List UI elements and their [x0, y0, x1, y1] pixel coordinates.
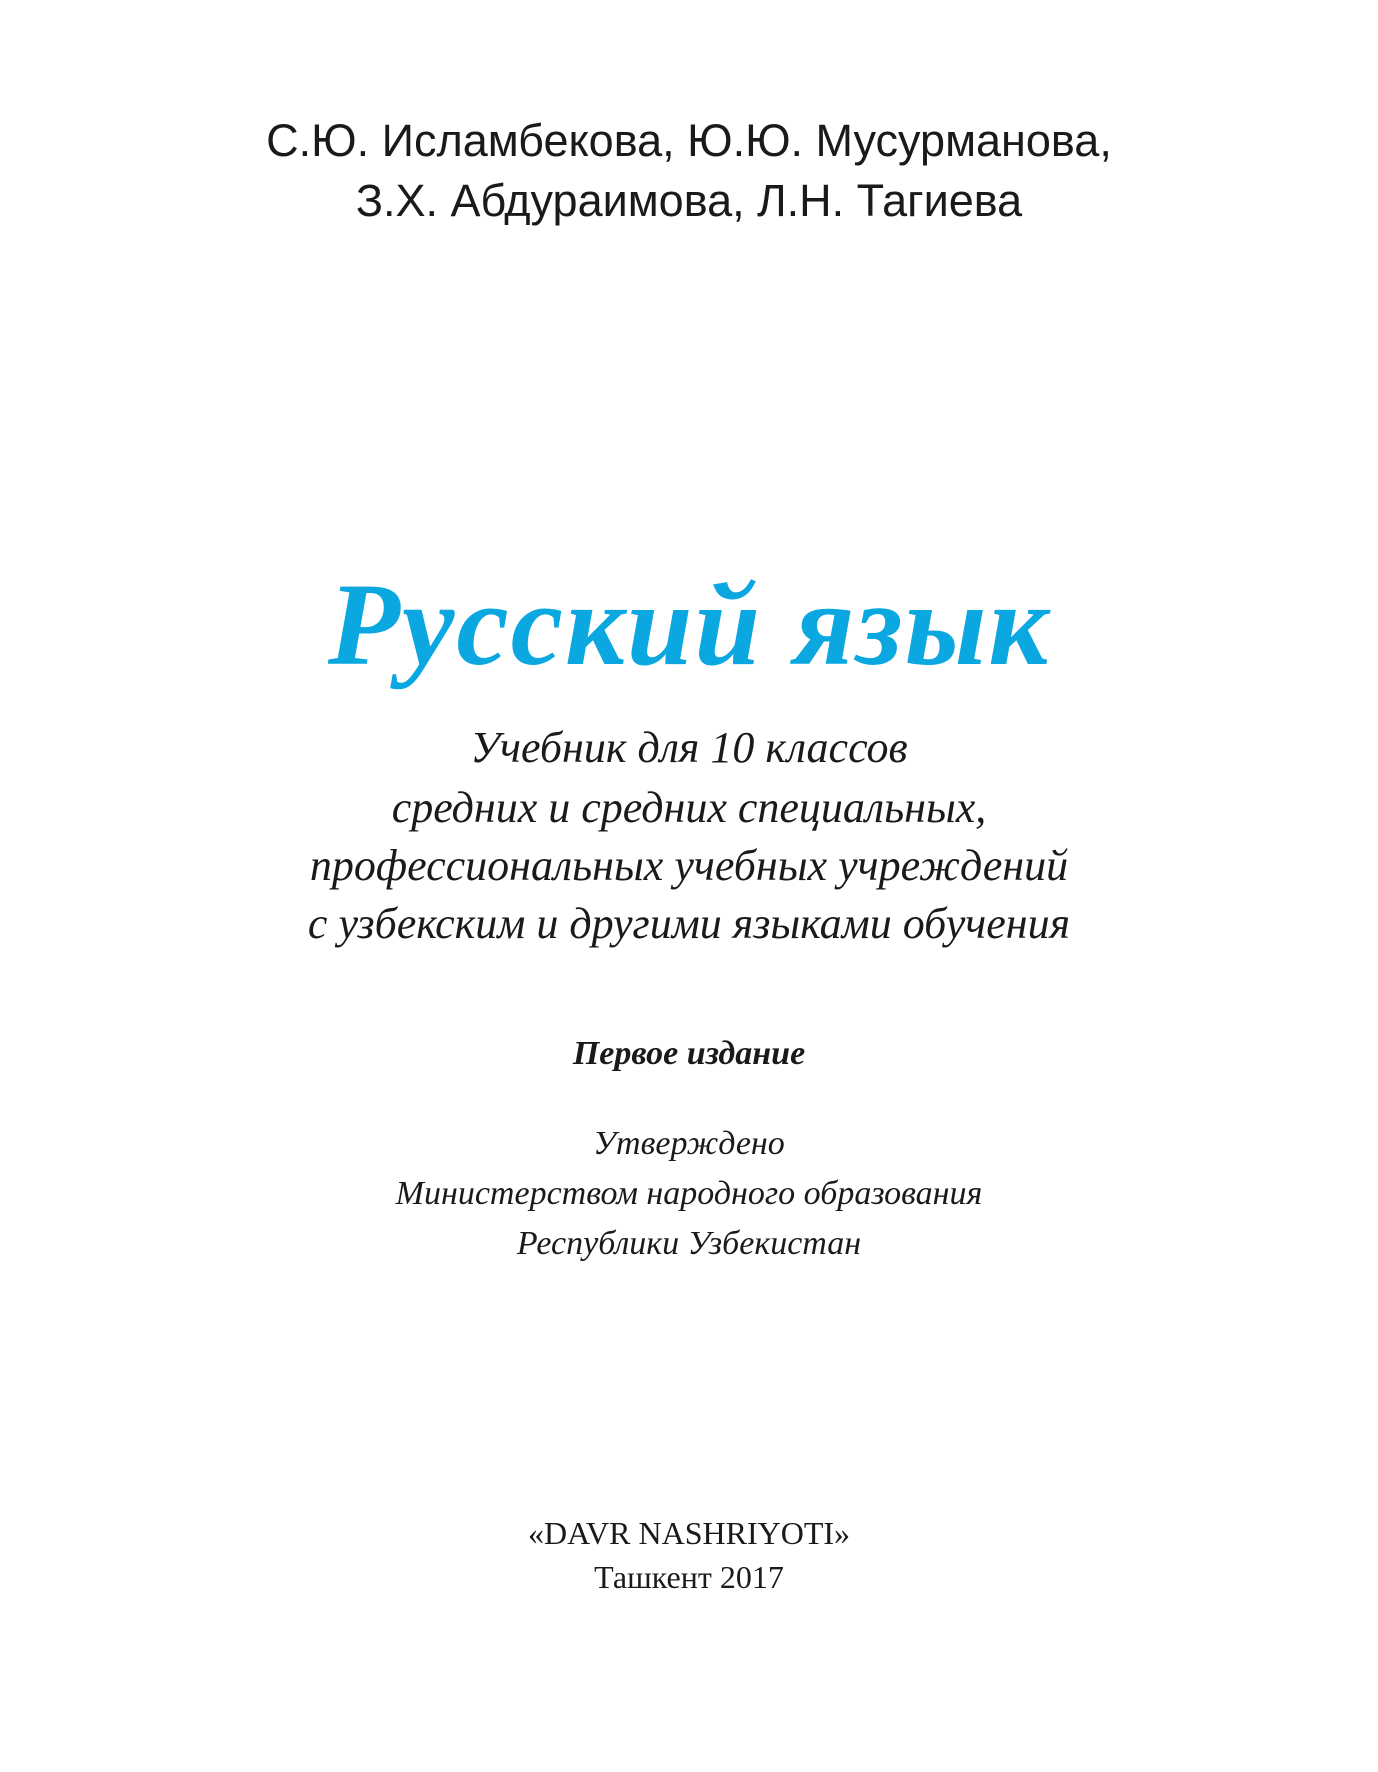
approval-line-3: Республики Узбекистан: [516, 1225, 862, 1262]
publisher-name: «DAVR NASHRIYOTI»: [527, 1515, 851, 1551]
subtitle-line-1: Учебник для 10 классов: [470, 723, 908, 772]
publisher-place-year: Ташкент 2017: [594, 1559, 784, 1595]
edition-label: Первое издание: [572, 1035, 806, 1072]
subtitle-line-4: с узбекским и другими языками обучения: [307, 899, 1071, 948]
authors-line-2: З.Х. Абдураимова, Л.Н. Тагиева: [355, 175, 1023, 226]
subtitle-line-2: средних и средних специальных,: [391, 783, 987, 832]
subtitle-line-3: профессиональных учебных учреждений: [309, 841, 1069, 890]
book-title: Русский язык: [327, 559, 1051, 690]
approval-line-1: Утверждено: [593, 1125, 785, 1162]
authors-line-1: С.Ю. Исламбекова, Ю.Ю. Мусурманова,: [266, 115, 1112, 166]
approval-line-2: Министерством народного образования: [395, 1175, 983, 1212]
